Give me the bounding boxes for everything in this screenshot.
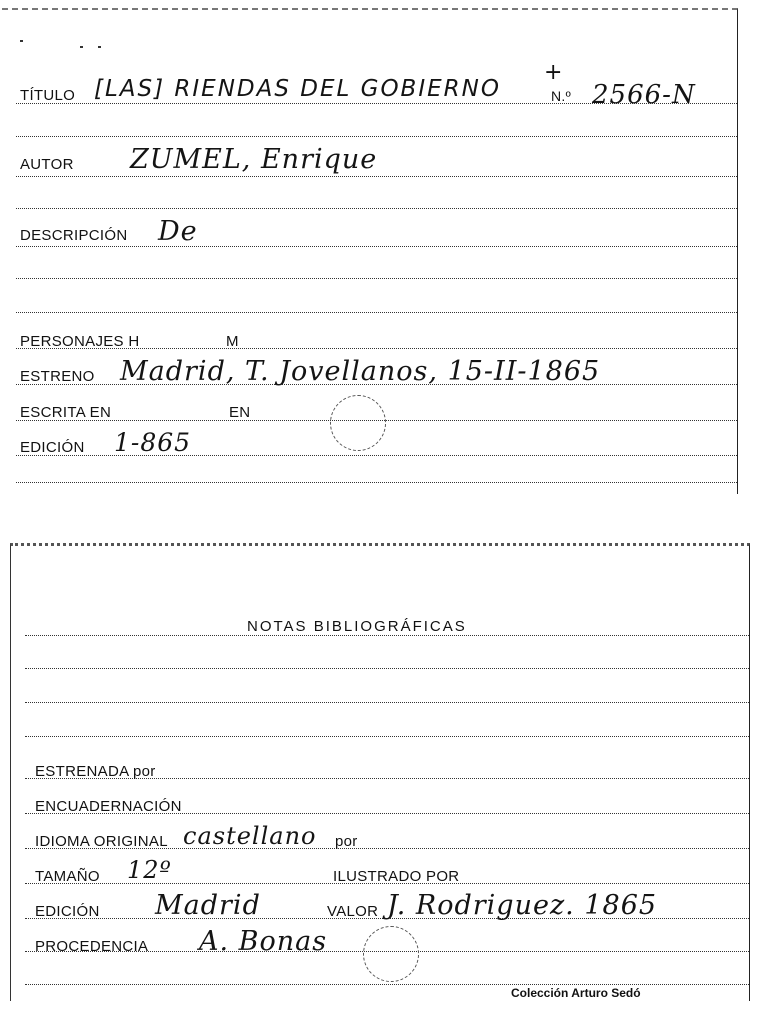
autor-label: AUTOR	[20, 156, 74, 173]
cross-mark-icon: +	[544, 60, 563, 85]
personajes-label: PERSONAJES H	[20, 333, 140, 350]
ruled-line	[16, 136, 737, 137]
ruled-line	[16, 482, 737, 483]
escrita-label: ESCRITA EN	[20, 404, 112, 421]
ruled-line	[25, 668, 749, 669]
ruled-line	[25, 736, 749, 737]
ruled-line	[16, 278, 737, 279]
ink-speck	[98, 46, 101, 48]
ruled-line	[16, 246, 737, 247]
numero-value: 2566-N	[592, 80, 696, 110]
autor-value: ZUMEL, Enrique	[130, 144, 378, 175]
escrita-en-label: EN	[229, 404, 251, 421]
stamp-circle	[330, 395, 386, 451]
valor-value: J. Rodriguez. 1865	[387, 890, 658, 921]
ruled-line	[25, 984, 749, 985]
idioma-por-label: por	[335, 833, 358, 850]
ruled-line	[25, 635, 749, 636]
ink-speck	[80, 46, 83, 48]
idioma-value: castellano	[183, 822, 317, 850]
edicion-label: EDICIÓN	[20, 439, 85, 456]
collection-credit: Colección Arturo Sedó	[511, 986, 641, 1000]
encuadernacion-label: ENCUADERNACIÓN	[35, 798, 182, 815]
descripcion-label: DESCRIPCIÓN	[20, 227, 128, 244]
valor-label: VALOR	[327, 903, 379, 920]
ink-speck	[20, 40, 23, 42]
procedencia-label: PROCEDENCIA	[35, 938, 149, 955]
ilustrado-label: ILUSTRADO POR	[333, 868, 460, 885]
titulo-value: [LAS] RIENDAS DEL GOBIERNO	[94, 76, 501, 102]
estrenada-label: ESTRENADA por	[35, 763, 156, 780]
descripcion-value: De	[158, 216, 198, 247]
catalog-card-front	[2, 8, 738, 494]
ruled-line	[16, 176, 737, 177]
catalog-card-back	[10, 543, 750, 1001]
tamano-value: 12º	[127, 856, 172, 884]
procedencia-value: A. Bonas	[199, 926, 328, 957]
stamp-circle	[363, 926, 419, 982]
idioma-label: IDIOMA ORIGINAL	[35, 833, 168, 850]
estreno-label: ESTRENO	[20, 368, 95, 385]
tamano-label: TAMAÑO	[35, 868, 100, 885]
numero-label: N.º	[551, 88, 572, 104]
personajes-m-label: M	[226, 333, 239, 350]
edicion-value: Madrid	[155, 890, 261, 921]
ruled-line	[16, 312, 737, 313]
estreno-value: Madrid, T. Jovellanos, 15-II-1865	[120, 356, 601, 387]
titulo-label: TÍTULO	[20, 87, 76, 104]
edicion-value: 1-865	[114, 428, 192, 457]
edicion-label: EDICIÓN	[35, 903, 100, 920]
ruled-line	[25, 702, 749, 703]
ruled-line	[16, 208, 737, 209]
notas-heading: NOTAS BIBLIOGRÁFICAS	[247, 618, 467, 635]
